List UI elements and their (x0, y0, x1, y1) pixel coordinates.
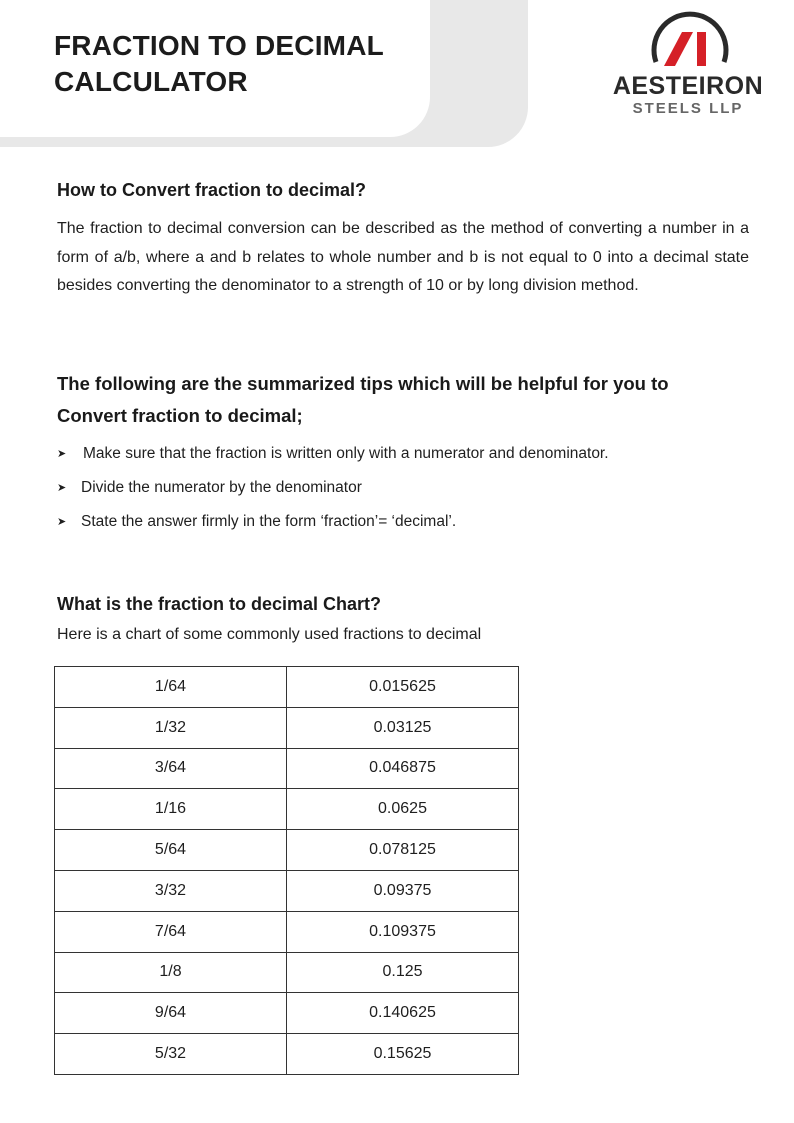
fraction-cell: 1/16 (55, 789, 287, 830)
fraction-cell: 1/64 (55, 667, 287, 708)
tip-text: Divide the numerator by the denominator (81, 479, 362, 496)
fraction-cell: 1/8 (55, 952, 287, 993)
fraction-cell: 3/64 (55, 748, 287, 789)
list-item (57, 508, 749, 542)
table-row (55, 667, 519, 708)
arrowhead-bullet-icon: ➤ (57, 482, 67, 494)
list-item (57, 440, 749, 474)
table-row (55, 748, 519, 789)
fraction-cell: 5/32 (55, 1034, 287, 1075)
ai-monogram-logo-icon (650, 10, 730, 68)
section-heading-tips: The following are the summarized tips which will be helpful for you to Convert fraction to decimal; (57, 373, 669, 426)
fraction-cell: 3/32 (55, 870, 287, 911)
table-row (55, 952, 519, 993)
decimal-cell: 0.015625 (287, 667, 519, 708)
table-row (55, 707, 519, 748)
company-logo (608, 10, 768, 122)
table-row (55, 993, 519, 1034)
decimal-cell: 0.046875 (287, 748, 519, 789)
logo-company-name: AESTEIRON (612, 72, 764, 100)
chart-intro-text: Here is a chart of some commonly used fractions to decimal (57, 626, 482, 643)
arrowhead-bullet-icon: ➤ (57, 448, 67, 460)
conversion-description: The fraction to decimal conversion can be described as the method of converting a number in a form of a/b, where a and b relates to whole number and b is not equal to 0 into a decimal state besides converting the denominator to a strength of 10 or by long division method. (57, 220, 749, 294)
decimal-cell: 0.15625 (287, 1034, 519, 1075)
tips-list (57, 440, 749, 542)
logo-company-subtitle: STEELS LLP (632, 100, 744, 117)
table-row (55, 789, 519, 830)
fraction-cell: 1/32 (55, 707, 287, 748)
list-item (57, 474, 749, 508)
decimal-cell: 0.125 (287, 952, 519, 993)
table-row (55, 870, 519, 911)
tip-text: State the answer firmly in the form ‘fraction’= ‘decimal’. (81, 513, 457, 530)
decimal-cell: 0.078125 (287, 830, 519, 871)
fraction-cell: 5/64 (55, 830, 287, 871)
table-row (55, 830, 519, 871)
fraction-cell: 9/64 (55, 993, 287, 1034)
decimal-cell: 0.0625 (287, 789, 519, 830)
decimal-cell: 0.03125 (287, 707, 519, 748)
table-row (55, 911, 519, 952)
table-row (55, 1034, 519, 1075)
tip-text: Make sure that the fraction is written only with a numerator and denominator. (83, 445, 609, 462)
arrowhead-bullet-icon: ➤ (57, 516, 67, 528)
decimal-cell: 0.09375 (287, 870, 519, 911)
page-title: FRACTION TO DECIMAL CALCULATOR (54, 30, 384, 97)
decimal-cell: 0.109375 (287, 911, 519, 952)
fraction-decimal-table (54, 666, 519, 1075)
section-heading-chart: What is the fraction to decimal Chart? (57, 594, 382, 614)
fraction-cell: 7/64 (55, 911, 287, 952)
section-heading-how-to-convert: How to Convert fraction to decimal? (57, 180, 367, 200)
decimal-cell: 0.140625 (287, 993, 519, 1034)
